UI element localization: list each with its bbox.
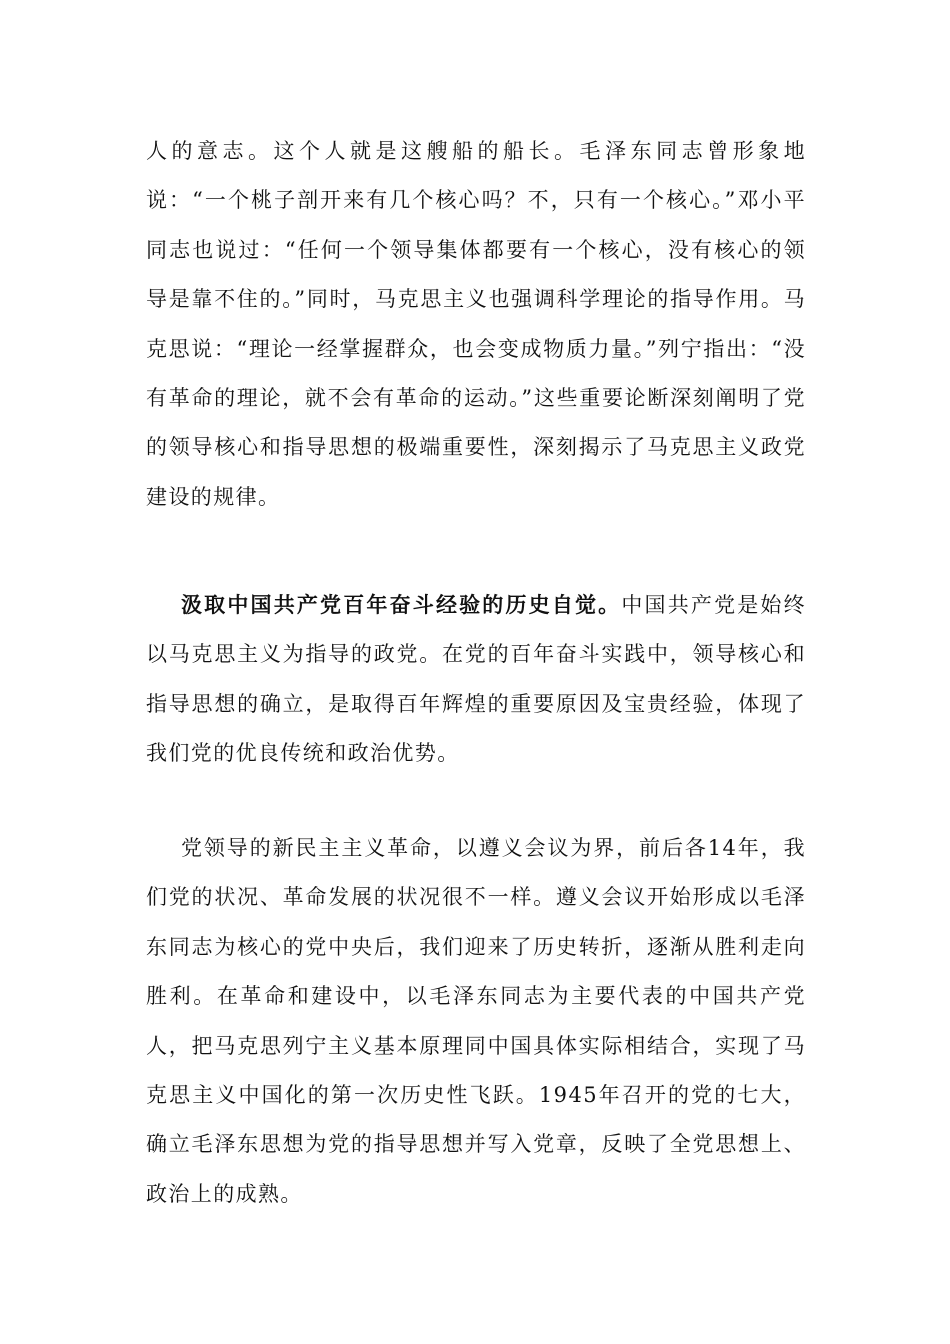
paragraph-3: [146, 824, 806, 1219]
paragraph-3-text: 党领导的新民主主义革命，以遵义会议为界，前后各14年，我们党的状况、革命发展的状况很不一样。遵义会议开始形成以毛泽东同志为核心的党中央后，我们迎来了历史转折，逐渐从胜利走向胜利。在革命和建设中，以毛泽东同志为主要代表的中国共产党人，把马克思列宁主义基本原理同中国具体实际相结合，实现了马克思主义中国化的第一次历史性飞跃。1945年召开的党的七大，确立毛泽东思想为党的指导思想并写入党章，反映了全党思想上、政治上的成熟。: [146, 836, 806, 1206]
paragraph-1-text: 人的意志。这个人就是这艘船的船长。毛泽东同志曾形象地说：“一个桃子剖开来有几个核心吗？不，只有一个核心。”邓小平同志也说过：“任何一个领导集体都要有一个核心，没有核心的领导是靠不住的。”同时，马克思主义也强调科学理论的指导作用。马克思说：“理论一经掌握群众，也会变成物质力量。”列宁指出：“没有革命的理论，就不会有革命的运动。”这些重要论断深刻阐明了党的领导核心和指导思想的极端重要性，深刻揭示了马克思主义政党建设的规律。: [146, 139, 806, 509]
paragraph-2: [146, 580, 806, 779]
paragraph-2-text: 中国共产党是始终以马克思主义为指导的政党。在党的百年奋斗实践中，领导核心和指导思想的确立，是取得百年辉煌的重要原因及宝贵经验，体现了我们党的优良传统和政治优势。: [146, 593, 806, 766]
paragraph-2-lead: 汲取中国共产党百年奋斗经验的历史自觉。: [181, 592, 622, 617]
paragraph-1: [146, 127, 806, 522]
